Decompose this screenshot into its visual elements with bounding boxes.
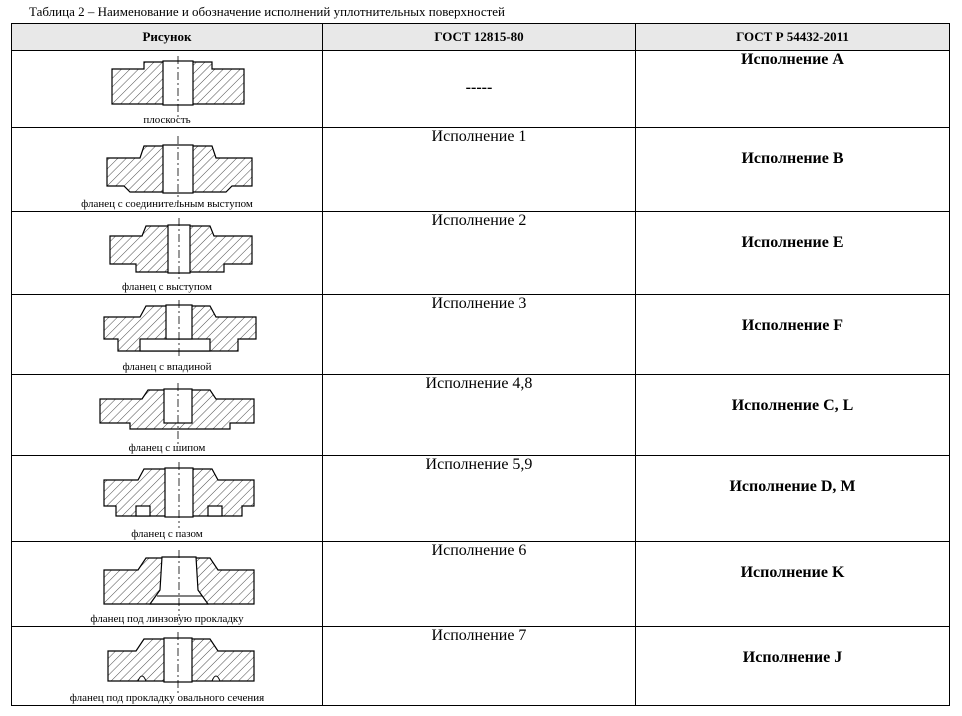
header-gost-12815: ГОСТ 12815-80 xyxy=(323,24,636,51)
gost-12815-value: Исполнение 7 xyxy=(323,627,636,706)
figure-cell xyxy=(12,375,323,456)
gost-54432-value: Исполнение E xyxy=(636,212,950,295)
table-row xyxy=(12,212,950,295)
table-header-row xyxy=(12,24,950,51)
gost-12815-value: Исполнение 3 xyxy=(323,295,636,375)
figure-label: фланец с пазом xyxy=(131,528,203,540)
gost-12815-value: Исполнение 1 xyxy=(323,128,636,212)
table-row xyxy=(12,542,950,627)
figure-label: фланец с впадиной xyxy=(122,361,212,373)
table-row xyxy=(12,627,950,706)
figure-cell xyxy=(12,295,323,375)
figure-label: фланец под прокладку овального сечения xyxy=(69,692,265,704)
table-row xyxy=(12,51,950,128)
flange-facing-table xyxy=(11,23,950,706)
figure-cell xyxy=(12,627,323,706)
figure-label: плоскость xyxy=(143,114,191,126)
figure-label: фланец под линзовую прокладку xyxy=(90,613,244,625)
gost-54432-value: Исполнение K xyxy=(636,542,950,627)
figure-cell xyxy=(12,456,323,542)
figure-label: фланец с соединительным выступом xyxy=(81,198,253,210)
figure-label: фланец с шипом xyxy=(128,442,206,454)
gost-54432-value: Исполнение А xyxy=(636,51,950,128)
gost-54432-value: Исполнение B xyxy=(636,128,950,212)
gost-54432-value: Исполнение C, L xyxy=(636,375,950,456)
gost-12815-value: Исполнение 5,9 xyxy=(323,456,636,542)
gost-54432-value: Исполнение F xyxy=(636,295,950,375)
table-row xyxy=(12,375,950,456)
table-row xyxy=(12,456,950,542)
gost-54432-value: Исполнение D, M xyxy=(636,456,950,542)
gost-12815-value: Исполнение 4,8 xyxy=(323,375,636,456)
gost-12815-value: Исполнение 2 xyxy=(323,212,636,295)
figure-cell xyxy=(12,542,323,627)
figure-cell xyxy=(12,212,323,295)
header-gost-54432: ГОСТ Р 54432-2011 xyxy=(636,24,950,51)
table-row xyxy=(12,295,950,375)
gost-12815-value: Исполнение 6 xyxy=(323,542,636,627)
table-caption: Таблица 2 – Наименование и обозначение исполнений уплотнительных поверхностей xyxy=(29,4,506,19)
gost-54432-value: Исполнение J xyxy=(636,627,950,706)
gost-12815-value: ----- xyxy=(323,51,636,128)
table-row xyxy=(12,128,950,212)
header-figure: Рисунок xyxy=(12,24,323,51)
figure-cell xyxy=(12,128,323,212)
figure-cell xyxy=(12,51,323,128)
figure-label: фланец с выступом xyxy=(121,281,213,293)
